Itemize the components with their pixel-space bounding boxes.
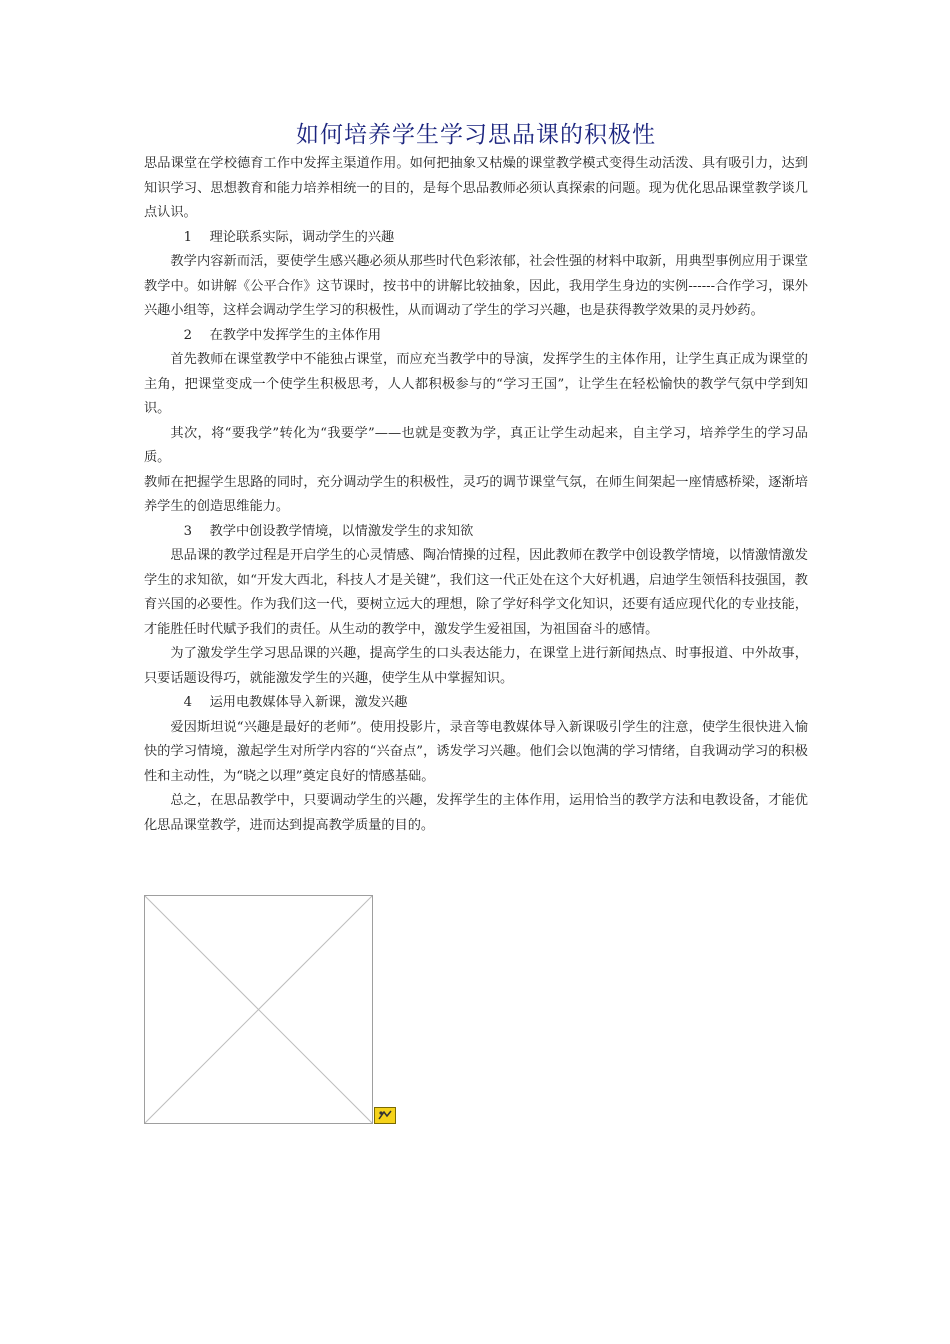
placeholder-cross (145, 896, 372, 1123)
section-4-paragraph: 爱因斯坦说“兴趣是最好的老师”。使用投影片，录音等电教媒体导入新课吸引学生的注意，使学生很快进入愉快的学习情境，激起学生对所学内容的“兴奋点”，诱发学习兴趣。他们会以饱满的学习情绪，自我调动学习的积极性和主动性，为“晓之以理”奠定良好的情感基础。 (144, 719, 808, 784)
section-2-paragraph-1: 首先教师在课堂教学中不能独占课堂，而应充当教学中的导演，发挥学生的主体作用，让学生真正成为课堂的主角，把课堂变成一个使学生积极思考，人人都积极参与的“学习王国”，让学生在轻松愉快的教学气氛中学到知识。 (144, 352, 808, 416)
section-number: 3 (183, 523, 192, 539)
section-number: 1 (183, 229, 192, 245)
section-2-heading (144, 324, 808, 349)
section-3-paragraph-2: 为了激发学生学习思品课的兴趣，提高学生的口头表达能力，在课堂上进行新闻热点、时事报道、中外故事，只要话题设得巧，就能激发学生的兴趣，使学生从中掌握知识。 (144, 646, 808, 686)
document-title: 如何培养学生学习思品课的积极性 (296, 122, 656, 148)
section-2-paragraph-3: 教师在把握学生思路的同时，充分调动学生的积极性，灵巧的调节课堂气氛，在师生间架起一座情感桥梁，逐渐培养学生的创造思维能力。 (144, 474, 808, 514)
section-1-paragraph: 教学内容新而活，要使学生感兴趣必须从那些时代色彩浓郁，社会性强的材料中取新，用典型事例应用于课堂教学中。如讲解《公平合作》这节课时，按书中的讲解比较抽象，因此，我用学生身边的实例------合作学习，课外兴趣小组等，这样会调动学生学习的积极性，从而调动了学生的学习兴趣，也是获得教学效果的灵丹妙药。 (144, 254, 808, 318)
intro-paragraph: 思品课堂在学校德育工作中发挥主渠道作用。如何把抽象又枯燥的课堂教学模式变得生动活泼、具有吸引力，达到知识学习、思想教育和能力培养相统一的目的，是每个思品教师必须认真探索的问题。现为优化思品课堂教学谈几点认识。 (144, 156, 808, 220)
section-number: 2 (183, 327, 192, 343)
image-placeholder (144, 895, 373, 1124)
section-3-heading (144, 520, 808, 545)
section-3-paragraph-1: 思品课的教学过程是开启学生的心灵情感、陶冶情操的过程，因此教师在教学中创设教学情境，以情激情激发学生的求知欲，如“开发大西北，科技人才是关键”，我们这一代正处在这个大好机遇，启迪学生领悟科技强国，教育兴国的必要性。作为我们这一代，要树立远大的理想，除了学好科学文化知识，还要有适应现代化的专业技能，才能胜任时代赋予我们的责任。从生动的教学中，激发学生爱祖国，为祖国奋斗的感情。 (144, 548, 808, 637)
section-title: 教学中创设教学情境，以情激发学生的求知欲 (209, 523, 474, 539)
conclusion-paragraph: 总之，在思品教学中，只要调动学生的兴趣，发挥学生的主体作用，运用恰当的教学方法和电教设备，才能优化思品课堂教学，进而达到提高教学质量的目的。 (144, 793, 808, 833)
section-4-heading (144, 691, 808, 716)
document-body (144, 118, 808, 838)
section-title: 在教学中发挥学生的主体作用 (209, 327, 382, 343)
broken-image-icon (374, 1107, 396, 1124)
section-title: 理论联系实际，调动学生的兴趣 (209, 229, 395, 245)
section-1-heading (144, 226, 808, 251)
section-2-paragraph-2: 其次，将“要我学”转化为“我要学”——也就是变教为学，真正让学生动起来，自主学习，培养学生的学习品质。 (144, 425, 808, 465)
section-number: 4 (183, 695, 192, 710)
section-title: 运用电教媒体导入新课，激发兴趣 (209, 695, 408, 710)
